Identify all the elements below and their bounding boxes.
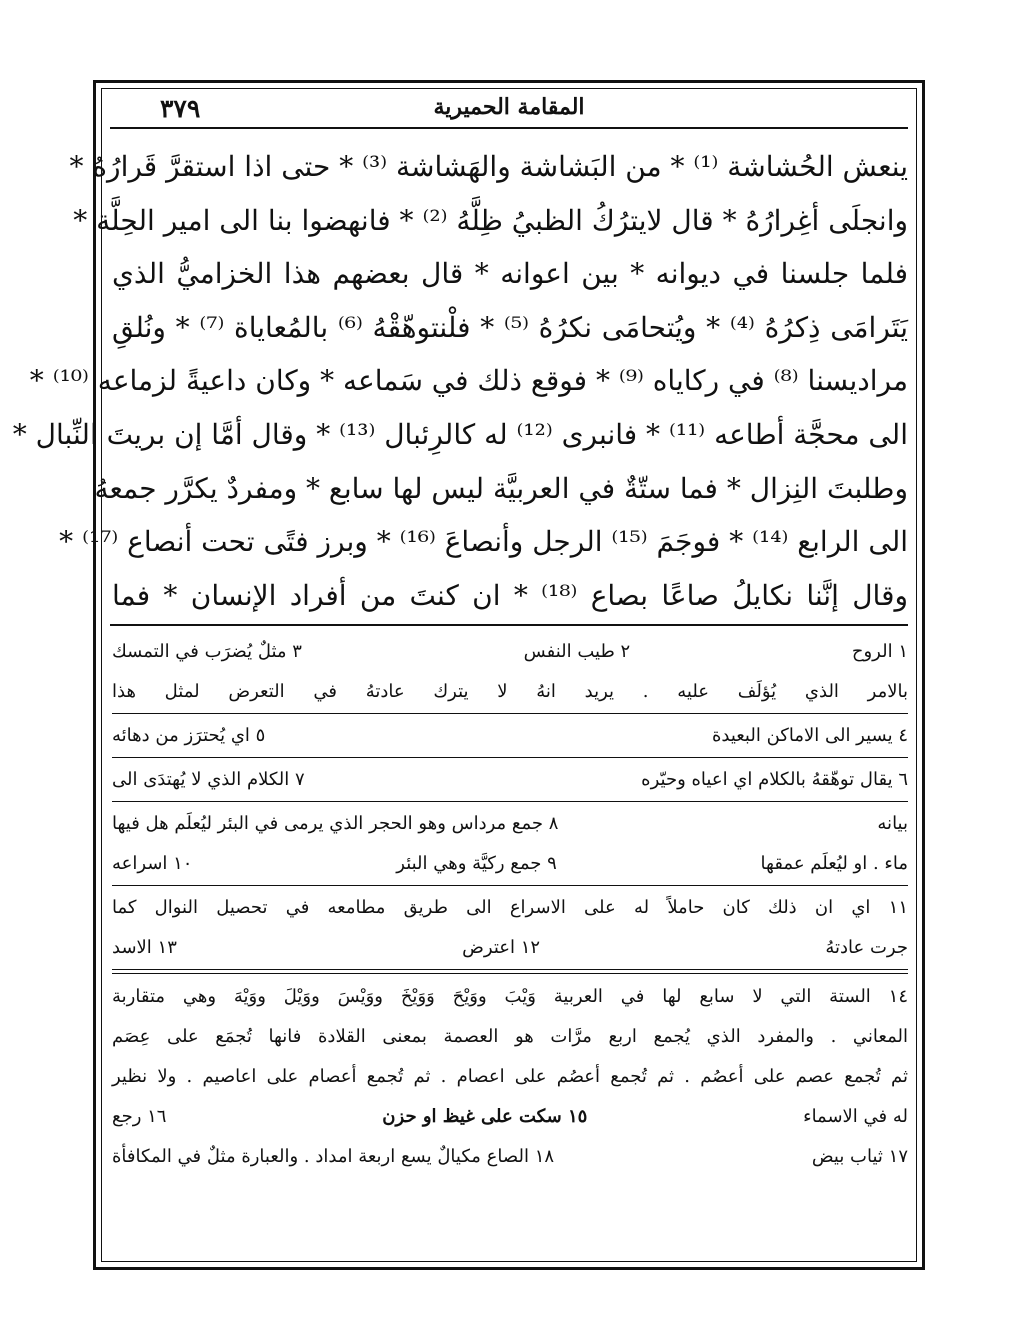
running-title: المقامة الحميرية (433, 94, 585, 120)
footnote: ٧ الكلام الذي لا يُهتدَى الى (112, 769, 305, 790)
footnote-row (112, 1137, 908, 1177)
footnote-separator (112, 969, 908, 974)
page-header (110, 92, 908, 126)
footnote: ٦ يقال توهّقهُ بالكلام اي اعياه وحيّره (641, 769, 908, 790)
footnote-line: ١٤ الستة التي لا سابع لها في العربية وَيْبَ ووَيْحَ وَوَيْخَ ووَيْسَ ووَيْلَ ووَيْهَ وهي متقاربة (112, 986, 908, 1007)
footnote-row (112, 760, 908, 800)
footnote: ١٠ اسراعه (112, 853, 193, 874)
footnote: ١٨ الصاع مكيالٌ يسع اربعة امداد . والعبارة مثلٌ في المكافأة (112, 1146, 555, 1167)
footnote-rule (110, 624, 908, 626)
text-line: الى الرابع ⁽¹⁴⁾ * فوجَمَ ⁽¹⁵⁾ الرجل وأنصاعَ ⁽¹⁶⁾ * وبرز فتًى تحت أنصاع ⁽¹⁷⁾ * (59, 525, 908, 559)
text-line: فلما جلسنا في ديوانه * بين اعوانه * قال بعضهم هذا الخزاميُّ الذي (112, 257, 908, 291)
footnotes (112, 632, 908, 1177)
text-line: وانجلَى أغِرارُهُ * قال لايترُكُ الظبيُ ظِلَّهُ ⁽²⁾ * فانهضوا بنا الى امير الحِلَّة * (73, 203, 908, 237)
footnote: ماء . او ليُعلَم عمقها (760, 853, 908, 874)
text-line: وقال إنَّنا نكايلُ صاعًا بصاع ⁽¹⁸⁾ * ان كنتَ من أفراد الإنسان * فما (112, 578, 908, 612)
text-line: الى محجَّة أطاعه ⁽¹¹⁾ * فانبرى ⁽¹²⁾ له كالرِئبال ⁽¹³⁾ * وقال أمَّا إن بريتَ النِّبال * (12, 417, 908, 451)
header-rule (110, 127, 908, 129)
footnote-separator (112, 713, 908, 714)
page-number: ٣٧٩ (160, 94, 201, 123)
footnote: ٢ طيب النفس (523, 641, 631, 662)
footnote: ٣ مثلٌ يُضرَب في التمسك (112, 641, 302, 662)
footnote: بيانه (877, 813, 908, 834)
footnote: ٥ اي يُحترَز من دهائه (112, 725, 266, 746)
footnote-separator (112, 885, 908, 886)
footnote-row (112, 716, 908, 756)
footnote-row (112, 844, 908, 884)
text-line: يَتَرامَى ذِكرُهُ ⁽⁴⁾ * ويُتحامَى نكرُهُ ⁽⁵⁾ * فلْنتوهّقْهُ ⁽⁶⁾ بالمُعاياة ⁽⁷⁾ * ونُلقِ (112, 310, 909, 344)
footnote-line: المعاني . والمفرد الذي يُجمع اربع مرَّات هو العصمة بمعنى القلادة فانها تُجمَع على عِصَم (112, 1026, 908, 1047)
footnote: ٩ جمع ركيَّة وهي البئر (396, 853, 557, 874)
footnote-row (112, 928, 908, 968)
footnote: ١٢ اعترض (462, 937, 541, 958)
footnote: ٤ يسير الى الاماكن البعيدة (711, 725, 908, 746)
footnote-separator (112, 801, 908, 802)
footnote: ١٧ ثياب بيض (811, 1146, 908, 1167)
footnote: له في الاسماء (803, 1106, 908, 1127)
footnote: ١٦ رجع (112, 1106, 167, 1127)
footnote: ١ الروح (851, 641, 908, 662)
text-line: ينعش الحُشاشة ⁽¹⁾ * من البَشاشة والهَشاشة ⁽³⁾ * حتى اذا استقرَّ قَرارُهُ * (69, 150, 908, 183)
text-line: مراديسنا ⁽⁸⁾ في ركاياه ⁽⁹⁾ * فوقع ذلك في سَماعه * وكان داعيةً لزماعه ⁽¹⁰⁾ * (29, 364, 908, 398)
footnote-row (112, 1097, 908, 1137)
footnote-separator (112, 757, 908, 758)
text-line: وطلبتَ النِزال * فما ستّةٌ في العربيَّة ليس لها سابع * ومفردٌ يكرَّر جمعهُ (94, 471, 908, 505)
footnote-row (112, 804, 908, 844)
footnote: ١٣ الاسد (112, 937, 177, 958)
footnote-line: بالامر الذي يُؤلَف عليه . يريد انهُ لا يترك عادتهُ في التعرض لمثل هذا (112, 681, 908, 702)
footnote: ٨ جمع مرداس وهو الحجر الذي يرمى في البئر ليُعلَم هل فيها (112, 813, 559, 834)
footnote: جرت عادتهُ (825, 937, 908, 958)
main-text (12, 140, 909, 622)
footnote-line: ثم تُجمع عصم على أعصُم . ثم تُجمع أعصُم على اعصام . ثم تُجمع أعصام على اعاصيم . ولا نظير (112, 1066, 908, 1087)
footnote: ١٥ سكت على غيظ او حزن (382, 1106, 588, 1127)
footnote-row (112, 632, 908, 672)
footnote-line: ١١ اي ان ذلك كان حاملاً له على الاسراع الى طريق مطامعه في تحصيل النوال كما (112, 897, 908, 918)
